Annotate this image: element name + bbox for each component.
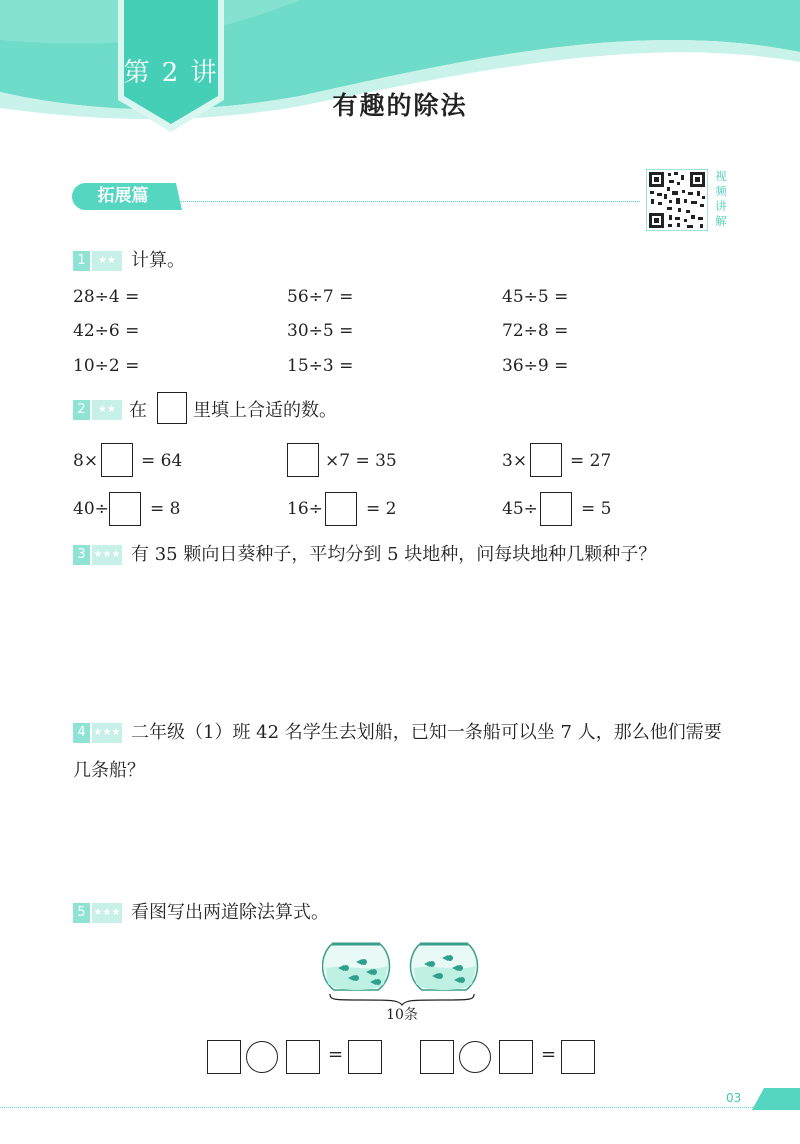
difficulty-stars: ★★ — [92, 251, 122, 271]
difficulty-stars: ★★★ — [92, 903, 122, 923]
exercise: 10÷2 = — [73, 356, 140, 376]
equation-left: 40÷ — [73, 499, 109, 519]
answer-box[interactable] — [207, 1040, 241, 1074]
difficulty-stars: ★★★ — [92, 545, 122, 565]
question-1-prompt: 计算。 — [131, 250, 185, 271]
brace-label: 10条 — [386, 1007, 418, 1023]
question-4-header — [73, 722, 722, 743]
question-5-prompt: 看图写出两道除法算式。 — [131, 902, 329, 923]
equation-right: = 2 — [366, 499, 397, 519]
question-5-header — [73, 902, 329, 923]
page-number: 03 — [726, 1091, 742, 1105]
question-number: 4 — [73, 723, 90, 743]
equation-right: = 64 — [141, 451, 183, 471]
equation-right: = 5 — [581, 499, 612, 519]
equation-left: 45÷ — [502, 499, 538, 519]
question-number: 2 — [73, 400, 90, 420]
question-2-header — [73, 399, 122, 419]
question-number: 3 — [73, 545, 90, 565]
section-pill-tip — [172, 183, 182, 210]
equation-right: = 8 — [150, 499, 181, 519]
exercise: 42÷6 = — [73, 321, 140, 341]
answer-box[interactable] — [540, 492, 572, 526]
section-divider — [178, 201, 640, 202]
equals-sign: = — [328, 1044, 344, 1065]
answer-box[interactable] — [101, 443, 133, 477]
exercise: 28÷4 = — [73, 287, 140, 307]
difficulty-stars: ★★★ — [92, 723, 122, 743]
exercise: 56÷7 = — [287, 287, 354, 307]
exercise: 30÷5 = — [287, 321, 354, 341]
fish-bowls-illustration — [322, 938, 482, 1006]
question-1-header — [73, 250, 185, 271]
equation-right: ×7 = 35 — [325, 451, 397, 471]
fish-bowl-right — [411, 944, 478, 990]
operator-circle[interactable] — [459, 1041, 491, 1073]
answer-box[interactable] — [286, 1040, 320, 1074]
equation-left: 16÷ — [287, 499, 323, 519]
question-number: 5 — [73, 903, 90, 923]
answer-area[interactable] — [73, 785, 733, 885]
question-2-prompt-before: 在 — [129, 400, 147, 421]
video-explanation-label[interactable]: 视频讲解 — [715, 169, 727, 228]
answer-box[interactable] — [420, 1040, 454, 1074]
answer-box[interactable] — [325, 492, 357, 526]
answer-box[interactable] — [109, 492, 141, 526]
answer-box-sample — [157, 392, 187, 424]
question-4-prompt-line2: 几条船？ — [73, 760, 145, 781]
page-title: 有趣的除法 — [332, 91, 468, 120]
footer-divider — [0, 1107, 755, 1108]
exercise: 15÷3 = — [287, 356, 354, 376]
footer-accent — [752, 1088, 800, 1110]
question-4-prompt-line1: 二年级（1）班 42 名学生去划船，已知一条船可以坐 7 人，那么他们需要 — [131, 722, 722, 743]
answer-box[interactable] — [499, 1040, 533, 1074]
exercise: 72÷8 = — [502, 321, 569, 341]
qr-code-icon[interactable] — [646, 169, 708, 231]
answer-box[interactable] — [348, 1040, 382, 1074]
answer-box[interactable] — [561, 1040, 595, 1074]
answer-area[interactable] — [73, 575, 733, 705]
lecture-label: 第 2 讲 — [123, 58, 219, 88]
answer-box[interactable] — [287, 443, 319, 477]
question-3-prompt: 有 35 颗向日葵种子，平均分到 5 块地种，问每块地种几颗种子？ — [131, 544, 657, 565]
equation-right: = 27 — [570, 451, 612, 471]
fish-bowl-left — [323, 944, 390, 990]
answer-box[interactable] — [530, 443, 562, 477]
equation-left: 3× — [502, 451, 528, 471]
equation-left: 8× — [73, 451, 99, 471]
question-3-header — [73, 544, 657, 565]
exercise: 36÷9 = — [502, 356, 569, 376]
question-number: 1 — [73, 251, 90, 271]
question-2-prompt-after: 里填上合适的数。 — [193, 400, 337, 421]
section-label: 拓展篇 — [72, 183, 174, 210]
exercise: 45÷5 = — [502, 287, 569, 307]
equals-sign: = — [541, 1044, 557, 1065]
operator-circle[interactable] — [246, 1041, 278, 1073]
difficulty-stars: ★★ — [92, 400, 122, 420]
